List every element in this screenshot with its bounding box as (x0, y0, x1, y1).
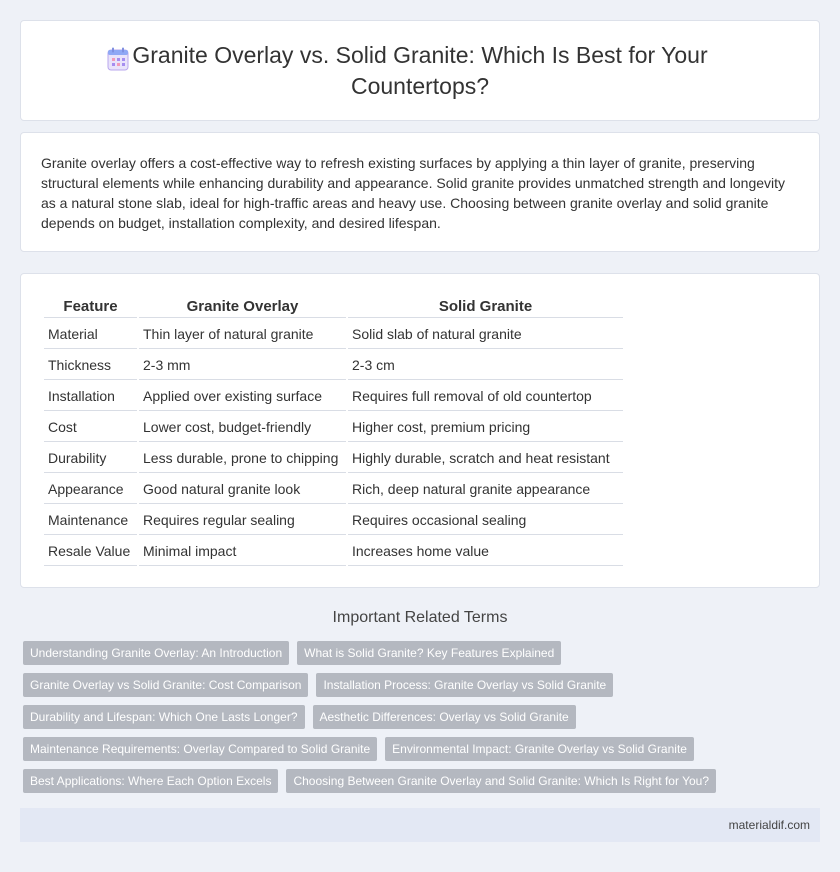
feature-cell: Resale Value (44, 537, 137, 566)
overlay-cell: Requires regular sealing (139, 506, 346, 535)
solid-cell: Solid slab of natural granite (348, 320, 623, 349)
page-title: Granite Overlay vs. Solid Granite: Which Is Best for Your Countertops? (132, 41, 708, 99)
solid-cell: Requires occasional sealing (348, 506, 623, 535)
feature-cell: Thickness (44, 351, 137, 380)
related-term-tag[interactable]: Durability and Lifespan: Which One Lasts Longer? (23, 705, 305, 729)
intro-paragraph: Granite overlay offers a cost-effective way to refresh existing surfaces by applying a thin layer of granite, preserving structural elements while enhancing durability and appearance. Solid granite provides unmatched strength and longevity as a natural stone slab, ideal for high-traffic areas and heavy use. Choosing between granite overlay and solid granite depends on budget, installation complexity, and desired lifespan. (41, 155, 786, 231)
related-term-tag[interactable]: Aesthetic Differences: Overlay vs Solid Granite (313, 705, 576, 729)
overlay-cell: Thin layer of natural granite (139, 320, 346, 349)
overlay-cell: 2-3 mm (139, 351, 346, 380)
feature-cell: Maintenance (44, 506, 137, 535)
overlay-cell: Lower cost, budget-friendly (139, 413, 346, 442)
header-granite-overlay: Granite Overlay (139, 296, 346, 318)
overlay-cell: Less durable, prone to chipping (139, 444, 346, 473)
related-term-tag[interactable]: Granite Overlay vs Solid Granite: Cost Comparison (23, 673, 308, 697)
solid-cell: Highly durable, scratch and heat resistant (348, 444, 623, 473)
table-row (44, 475, 623, 504)
related-term-tag[interactable]: Installation Process: Granite Overlay vs Solid Granite (316, 673, 613, 697)
solid-cell: Requires full removal of old countertop (348, 382, 623, 411)
intro-card (20, 132, 820, 252)
feature-cell: Cost (44, 413, 137, 442)
related-term-tag[interactable]: What is Solid Granite? Key Features Explained (297, 641, 561, 665)
header-solid-granite: Solid Granite (348, 296, 623, 318)
related-term-tag[interactable]: Best Applications: Where Each Option Excels (23, 769, 278, 793)
footer-site-link[interactable]: materialdif.com (728, 818, 810, 832)
related-term-tag[interactable]: Environmental Impact: Granite Overlay vs Solid Granite (385, 737, 694, 761)
table-row (44, 351, 623, 380)
related-term-tag[interactable]: Maintenance Requirements: Overlay Compared to Solid Granite (23, 737, 377, 761)
comparison-table (42, 294, 625, 568)
table-row (44, 506, 623, 535)
solid-cell: Rich, deep natural granite appearance (348, 475, 623, 504)
comparison-card (20, 273, 820, 588)
table-row (44, 537, 623, 566)
table-row (44, 320, 623, 349)
solid-cell: Higher cost, premium pricing (348, 413, 623, 442)
table-row (44, 413, 623, 442)
feature-cell: Material (44, 320, 137, 349)
solid-cell: Increases home value (348, 537, 623, 566)
footer (20, 808, 820, 842)
related-terms-list (23, 641, 823, 801)
solid-cell: 2-3 cm (348, 351, 623, 380)
feature-cell: Installation (44, 382, 137, 411)
table-header-row (44, 296, 623, 318)
feature-cell: Appearance (44, 475, 137, 504)
feature-cell: Durability (44, 444, 137, 473)
title-card (20, 20, 820, 121)
overlay-cell: Good natural granite look (139, 475, 346, 504)
table-row (44, 382, 623, 411)
related-term-tag[interactable]: Choosing Between Granite Overlay and Solid Granite: Which Is Right for You? (286, 769, 716, 793)
overlay-cell: Applied over existing surface (139, 382, 346, 411)
header-feature: Feature (44, 296, 137, 318)
overlay-cell: Minimal impact (139, 537, 346, 566)
table-row (44, 444, 623, 473)
related-terms-heading: Important Related Terms (332, 609, 508, 626)
related-term-tag[interactable]: Understanding Granite Overlay: An Introduction (23, 641, 289, 665)
